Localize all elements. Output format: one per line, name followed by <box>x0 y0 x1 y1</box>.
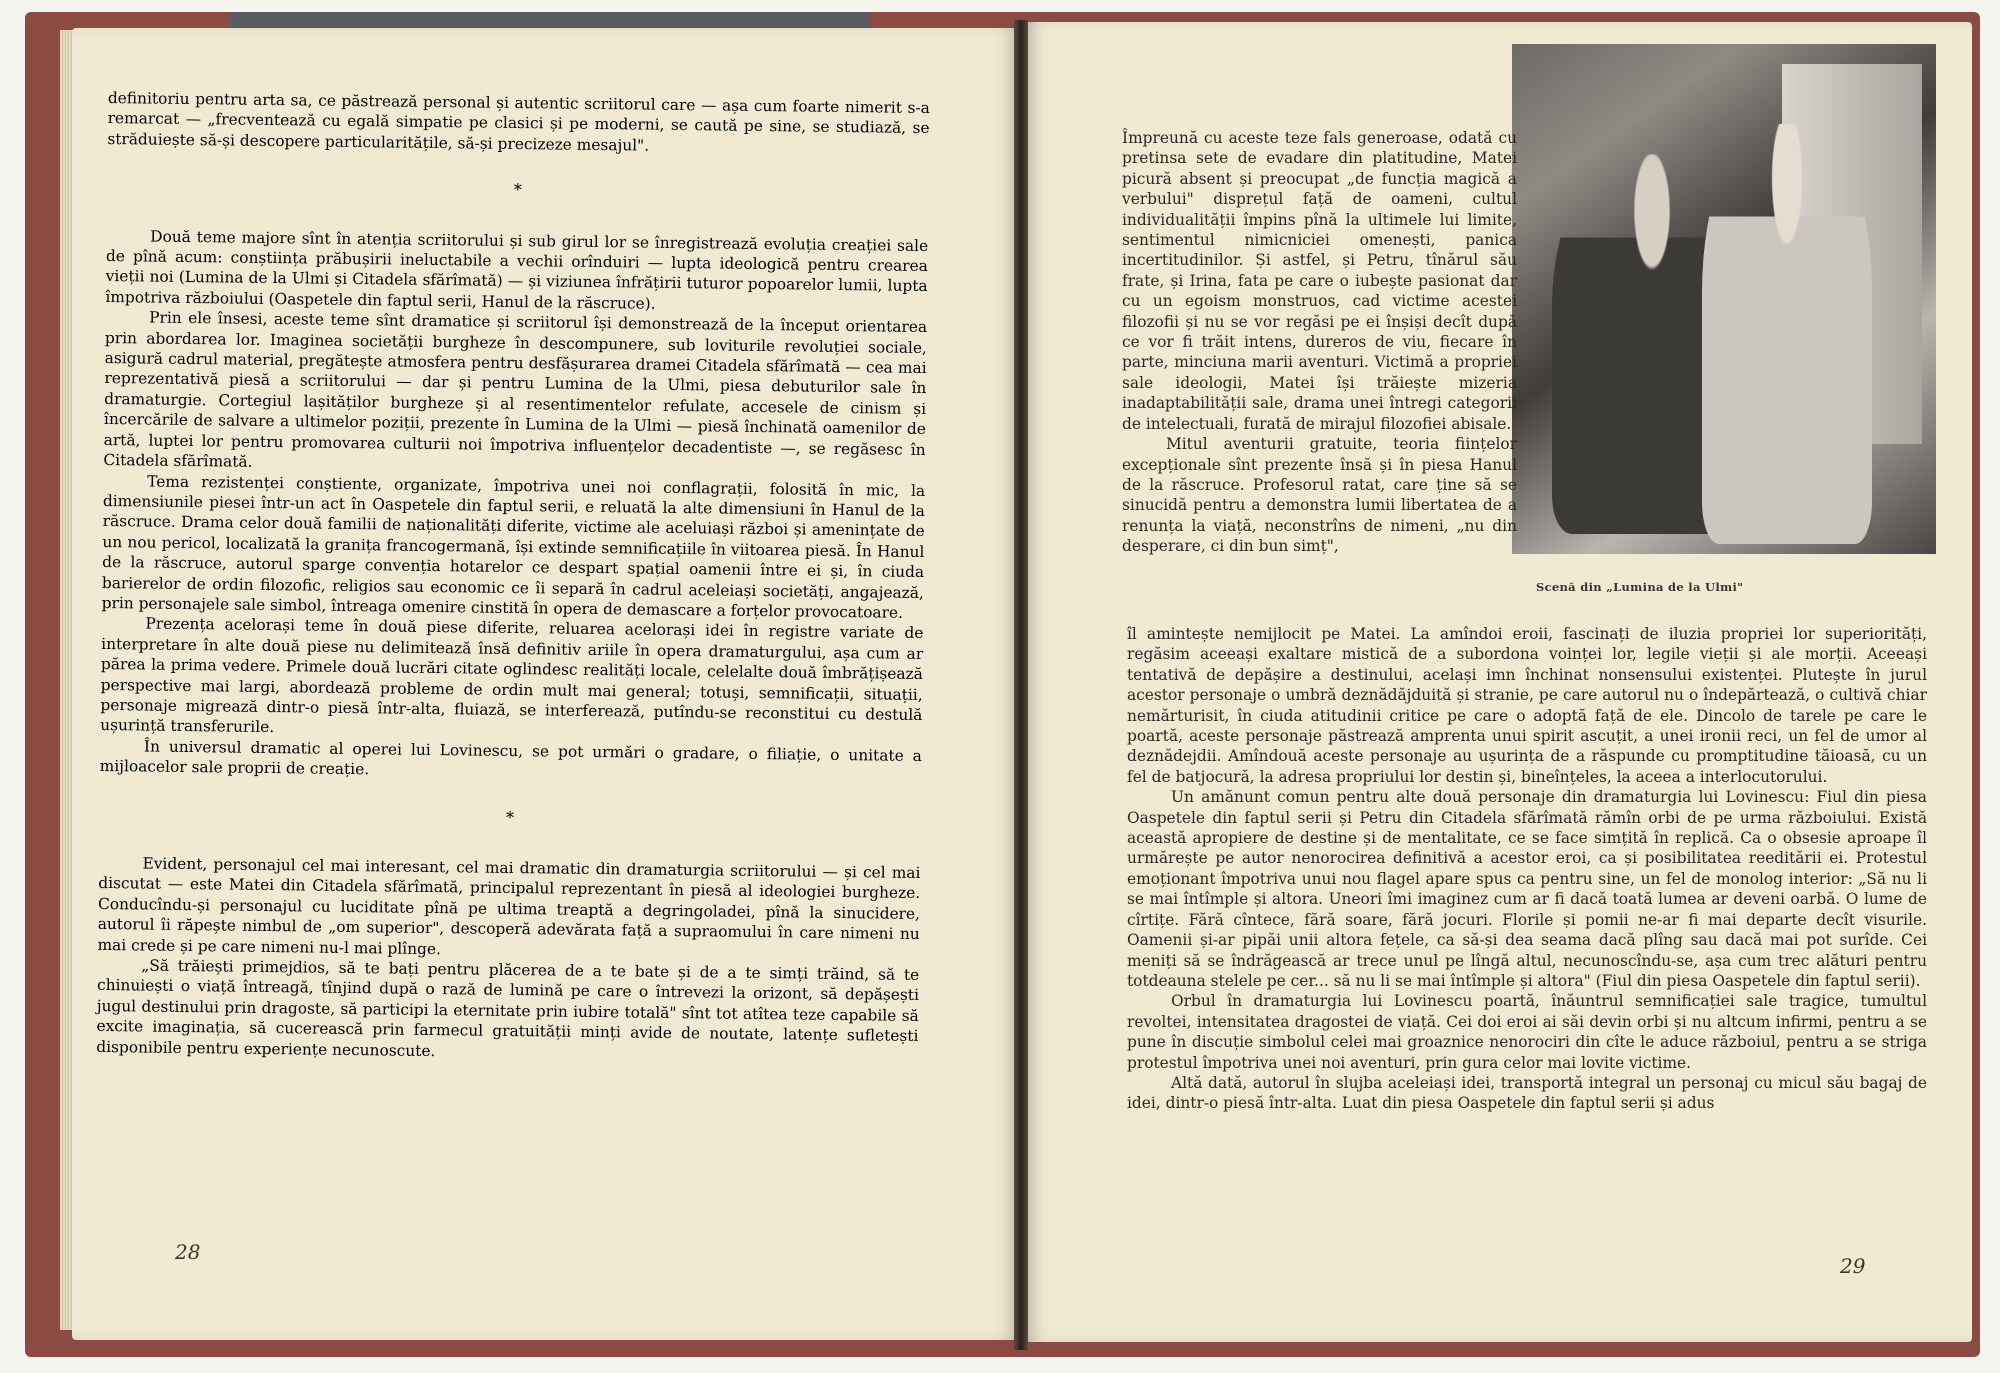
left-page-text <box>96 88 930 1067</box>
paragraph: Orbul în dramaturgia lui Lovinescu poartă, înăuntrul semnificației sale tragice, tumultul revoltei, intensitatea dragostei de viață. Cei doi eroi ai săi devin orbi și nu altcum infirmi, pentru a se pune în discuție simbolul celei mai groaznice nenorociri din cîte le aduce războiul, pentru a se striga protestul împotriva unei noi aventuri, prin gura celor mai lovite victime. <box>1127 992 1927 1072</box>
paragraph: definitoriu pentru arta sa, ce păstrează personal și autentic scriitorul care — așa cum foarte nimerit s-a remarcat — „frecventează cu egală simpatie pe clasici și pe moderni, se caută pe sine, se studiază, se străduiește să-și descopere particularitățile, să-și precizeze mesajul". <box>107 88 930 155</box>
paragraph: Tema rezistenței conștiente, organizate, împotriva unei noi conflagrații, folosită în mic, la dimensiunile piesei într-un act în Oaspetele din faptul serii, e reluată la alte dimensiuni în Hanul de la răscruce. Drama celor două familii de naționalități diferite, victime ale aceluiași război și amenințate de un nou pericol, localizată la granița francogermană, își extinde semnificațiile în viitoarea piesă. În Hanul de la răscruce, autorul sparge convenția hotarelor ce despart spațial oamenii între ei și, în ciuda barierelor de ordin filozofic, religios sau economic ce îi separă în cadrul aceleiași societăți, angajează, prin personajele sale simbol, întreaga omenire cinstită în opera de demascare a forțelor provocatoare. <box>101 472 926 622</box>
paragraph: Mitul aventurii gratuite, teoria ființelor excepționale sînt prezente însă și în piesa Hanul de la răscruce. Profesorul ratat, care ține să se sinucidă pentru a demonstra lumii libertatea de a renunța la viață, neconstrîns de nimeni, „nu din desperare, ci din bun simț", <box>1122 435 1517 556</box>
photo-caption: Scenă din „Lumina de la Ulmi" <box>1536 580 1744 594</box>
book-gutter <box>1014 20 1028 1350</box>
paragraph: Două teme majore sînt în atenția scriitorului și sub girul lor se înregistrează evoluția creației sale de pînă acum: conștiința prăbușirii ineluctabile a vechii orînduiri — lupta ideologică pentru crearea vieții noi (Lumina de la Ulmi și Citadela sfărîmată) — și viziunea înfrățirii tuturor popoarelor lumii, lupta împotriva războiului (Oaspetele din faptul serii, Hanul de la răscruce). <box>105 227 929 313</box>
paragraph: În universul dramatic al operei lui Lovinescu, se pot urmări o gradare, o filiație, o unitate a mijloacelor sale proprii de creație. <box>99 737 923 779</box>
section-separator: * <box>513 180 522 200</box>
section-separator: * <box>506 807 515 827</box>
page-number-left: 28 <box>175 1240 201 1264</box>
page-number-right: 29 <box>1840 1254 1866 1278</box>
paragraph: Un amănunt comun pentru alte două personaje din dramaturgia lui Lovinescu: Fiul din piesa Oaspetele din faptul serii și Petru din Citadela sfărîmată rămîn orbi de pe urma războiului. Există această apropiere de destine și de mentalitate, ce se face simțită în replică. Ca o obsesie aproape îl urmărește pe autor nenorocirea definitivă a acestor eroi, ca și posibilitatea reeditării ei. Protestul emoționant împotriva unui nou flagel apare spus ca pentru sine, un fel de monolog interior: „Să nu li se mai întîmple și altora. Uneori îmi imaginez cum ar fi dacă toată lumea ar deveni oarbă. O lume de cîrtițe. Fără cîntece, fără soare, fără jocuri. Florile și pomii ne-ar fi mai departe decît visurile. Oamenii și-ar pipăi unii altora fețele, ca să-și dea seama dacă plîng sau dacă mai pot surîde. Cei meniți să se îndrăgească ar trece unul pe lîngă altul, necunoscîndu-se, așa cum trec alături pentru totdeauna stelele pe cer... să nu li se mai întîmple și altora" (Fiul din piesa Oaspetele din faptul serii). <box>1127 788 1927 990</box>
right-page-wrap-text <box>1122 128 1517 557</box>
stage-photo <box>1512 44 1936 554</box>
paragraph: Evident, personajul cel mai interesant, cel mai dramatic din dramaturgia scriitorului — și cel mai discutat — este Matei din Citadela sfărîmată, principalul reprezentant în piesă al ideologiei burgheze. Conducîndu-și personajul cu luciditate pînă pe ultima treaptă a degringoladei, pînă la sinucidere, autorul îi răpește nimbul de „om superior", descoperă adevărata față a supraomului în care nimeni nu mai crede și pe care nimeni nu-l mai plînge. <box>97 854 921 958</box>
paragraph: Prin ele însesi, aceste teme sînt dramatice și scriitorul își demonstrează de la început orientarea prin abordarea lor. Imaginea societății burgheze în descompunere, sub loviturile revoluției sociale, asigură cadrul material, pregătește atmosfera pentru desfășurarea dramei Citadela sfărîmată — cea mai reprezentativă piesă a scriitorului — dar și pentru Lumina de la Ulmi, piesa debuturilor sale în dramaturgie. Cortegiul lașităților burgheze și al resentimentelor refulate, accesele de cinism și încercările de salvare a ultimelor poziții, prezente în Lumina de la Ulmi — piesă închinată oamenilor de artă, luptei lor pentru promovarea culturii noi împotriva influențelor decadentiste —, se regăsesc în Citadela sfărîmată. <box>103 308 928 471</box>
paragraph: Altă dată, autorul în slujba aceleiași idei, transportă integral un personaj cu micul său bagaj de idei, dintr-o piesă într-alta. Luat din piesa Oaspetele din faptul serii și adus <box>1127 1073 1927 1113</box>
photo-woman-figure <box>1702 124 1872 544</box>
paragraph: îl amintește nemijlocit pe Matei. La amîndoi eroii, fascinați de iluzia propriei lor superiorități, regăsim aceeași exaltare mistică de a subordona voinței lor, legile vieții și ale morții. Aceeași tentativă de depășire a destinului, același imn închinat nonsensului existenței. Plutește în jurul acestor personaje o umbră deznădăjduită și stranie, pe care autorul nu o îndepărtează, o cultivă chiar nemărturisit, în ciuda atitudinii critice pe care o adoptă față de ele. Dincolo de tarele pe care le poartă, aceste personaje păstrează amprenta unui spirit ascuțit, a unei ironii reci, un fel de umor al deznădejdii. Amîndouă aceste personaje au ușurința de a răspunde cu promptitudine tăioasă, cu un fel de batjocură, la adresa propriului lor destin și, bineînțeles, la aceea a interlocutorului. <box>1127 625 1927 786</box>
paragraph: Împreună cu aceste teze fals generoase, odată cu pretinsa sete de evadare din platitudine, Matei picură absent și preocupat „de funcția magică a verbului" disprețul față de oameni, cultul individualității împins pînă la ultimele lui limite, sentimentul nimicniciei omenești, panica incertitudinilor. Și astfel, și Petru, tînărul său frate, și Irina, fata pe care o iubește pasionat dar cu un egoism monstruos, cad victime acestei filozofii și nu se vor regăsi pe ei înșiși decît după ce vor fi trăit intens, dureros de viu, fiecare în parte, minciuna marii aventuri. Victimă a propriei sale ideologii, Matei își trăiește mizeria inadaptabilității sale, drama unei întregi categorii de intelectuali, furată de mirajul filozofiei abisale. <box>1122 129 1517 433</box>
paragraph: „Să trăiești primejdios, să te bați pentru plăcerea de a te bate și de a te simți trăind, să te chinuiești o viață întreagă, tînjind după o rază de lumină pe care o întrevezi la orizont, să depășești jugul destinului prin dragoste, să participi la eternitate prin iubire totală" sînt tot atîtea teze capabile să excite imaginația, să cucerească prin farmecul gratuității minți avide de noutate, latențe sufletești disponibile pentru experiențe necunoscute. <box>96 956 920 1060</box>
right-page-text <box>1127 624 1927 1114</box>
paragraph: Prezența acelorași teme în două piese diferite, reluarea acelorași idei în registre variate de interpretare în alte două piese nu delimitează însă definitiv ariile în opera dramaturgului, așa cum ar părea la prima vedere. Primele două lucrări citate oglindesc realități locale, celelalte două îmbrățișează perspective mai largi, abordează probleme de ordin mult mai general; totuși, semnificații, situații, personaje migrează dintr-o piesă într-alta, fluiază, se interferează, putîndu-se reconstitui cu destulă ușurință transferurile. <box>100 614 924 737</box>
